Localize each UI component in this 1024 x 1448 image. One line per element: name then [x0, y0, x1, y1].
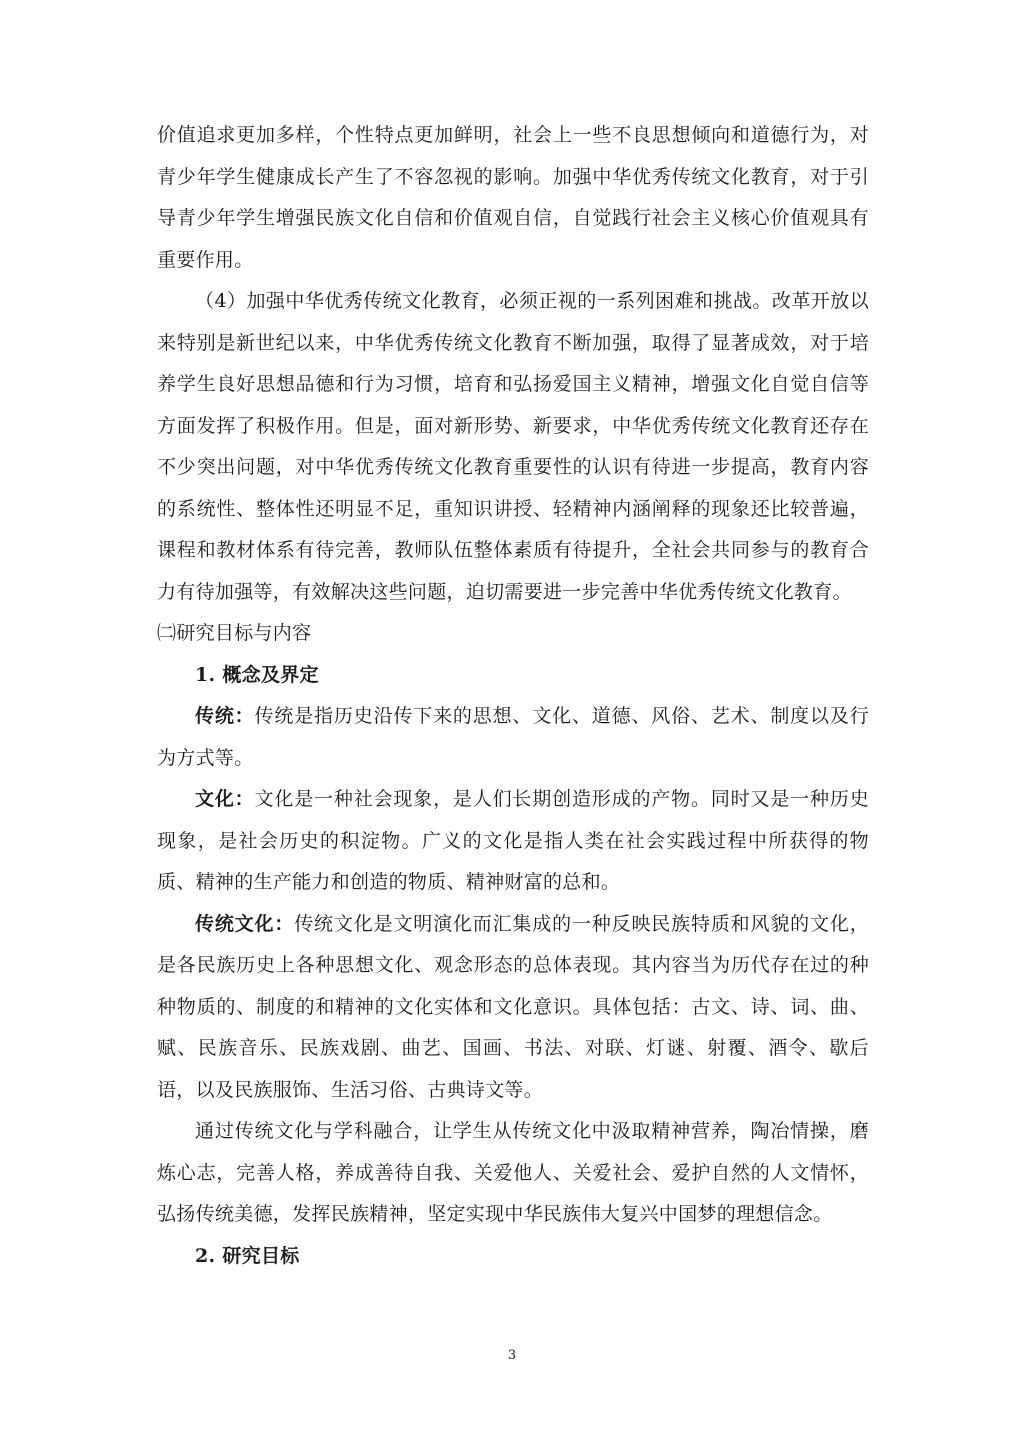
definition-traditional-culture — [157, 904, 869, 1112]
definition-culture — [157, 779, 869, 904]
subsection-heading-research-objectives: 2. 研究目标 — [195, 1244, 300, 1267]
page-content — [157, 115, 869, 1277]
section-heading-research-goals: ㈡研究目标与内容 — [157, 622, 312, 644]
definition-term-tradition: 传统： — [195, 705, 255, 727]
page-number: 3 — [507, 1348, 517, 1363]
definition-term-culture: 文化： — [195, 788, 255, 810]
definition-text-traditional-culture: 传统文化是文明演化而汇集成的一种反映民族特质和风貌的文化，是各民族历史上各种思想文化、观念形态的总体表现。其内容当为历代存在过的种种物质的、制度的和精神的文化实体和文化意识。具体包括：古文、诗、词、曲、赋、民族音乐、民族戏剧、曲艺、国画、书法、对联、灯谜、射覆、酒令、歇后语，以及民族服饰、生活习俗、古典诗文等。 — [157, 912, 869, 1101]
paragraph-challenges: （4）加强中华优秀传统文化教育，必须正视的一系列困难和挑战。改革开放以来特别是新世纪以来，中华优秀传统文化教育不断加强，取得了显著成效，对于培养学生良好思想品德和行为习惯，培育和弘扬爱国主义精神，增强文化自觉自信等方面发挥了积极作用。但是，面对新形势、新要求，中华优秀传统文化教育还存在不少突出问题，对中华优秀传统文化教育重要性的认识有待进一步提高，教育内容的系统性、整体性还明显不足，重知识讲授、轻精神内涵阐释的现象还比较普遍，课程和教材体系有待完善，教师队伍整体素质有待提升，全社会共同参与的教育合力有待加强等，有效解决这些问题，迫切需要进一步完善中华优秀传统文化教育。 — [157, 290, 869, 603]
definition-tradition — [157, 696, 869, 779]
subsection-heading-concepts: 1. 概念及界定 — [195, 663, 319, 686]
definition-text-tradition: 传统是指历史沿传下来的思想、文化、道德、风俗、艺术、制度以及行为方式等。 — [157, 705, 869, 769]
paragraph-integration: 通过传统文化与学科融合，让学生从传统文化中汲取精神营养，陶冶情操，磨炼心志，完善人格，养成善待自我、关爱他人、关爱社会、爱护自然的人文情怀，弘扬传统美德，发挥民族精神，坚定实现中华民族伟大复兴中国梦的理想信念。 — [157, 1120, 869, 1225]
paragraph-value-pursuit: 价值追求更加多样，个性特点更加鲜明，社会上一些不良思想倾向和道德行为，对青少年学生健康成长产生了不容忽视的影响。加强中华优秀传统文化教育，对于引导青少年学生增强民族文化自信和价值观自信，自觉践行社会主义核心价值观具有重要作用。 — [157, 124, 869, 271]
definition-text-culture: 文化是一种社会现象，是人们长期创造形成的产物。同时又是一种历史现象，是社会历史的积淀物。广义的文化是指人类在社会实践过程中所获得的物质、精神的生产能力和创造的物质、精神财富的总和。 — [157, 788, 869, 893]
definition-term-traditional-culture: 传统文化： — [195, 912, 295, 935]
